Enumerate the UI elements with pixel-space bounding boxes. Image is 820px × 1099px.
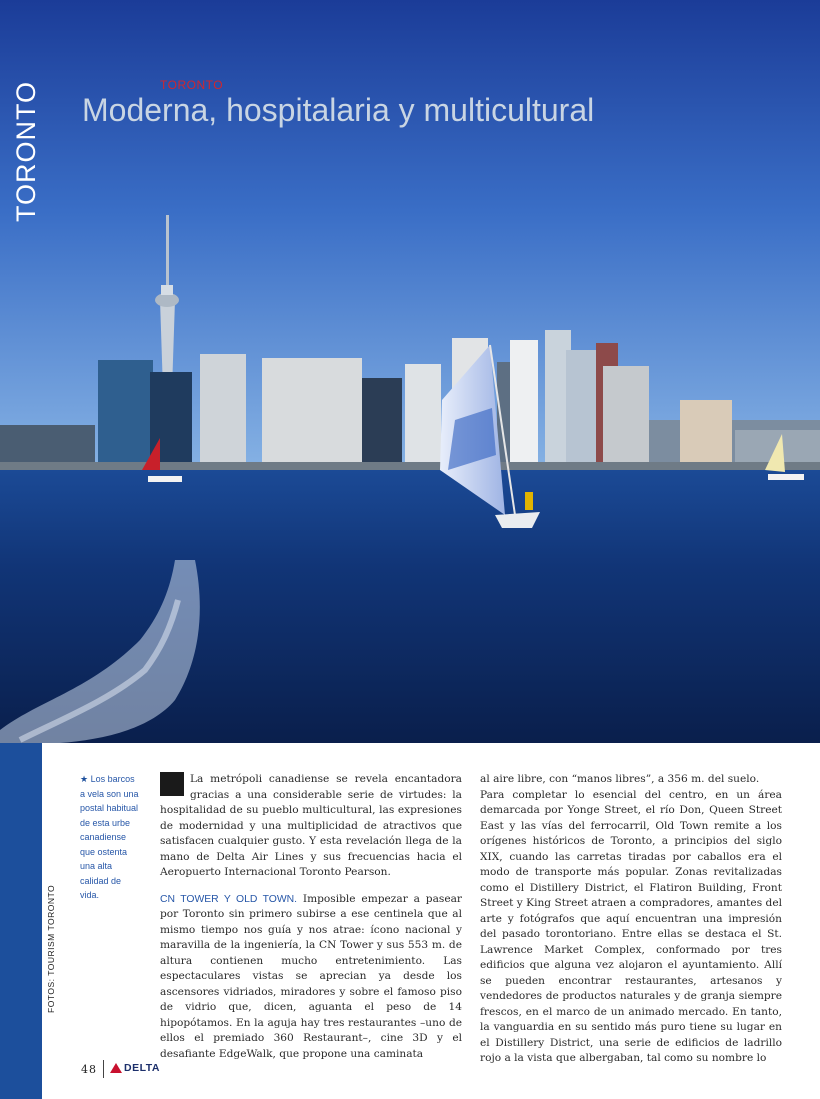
article-column-2 [480,772,782,1067]
subhead: CN TOWER Y OLD TOWN. [160,893,298,905]
paragraph-text: Imposible empezar a pasear por Toronto sin primero subirse a ese centinela que al mismo tiempo nos guía y nos atrae: ícono nacional y maravilla de la ingeniería, la CN Tower y sus 553 m. de altura contienen mucho entretenimiento. Las espectaculares vistas se aprecian ya desde los ascensores vidriados, miradores y sobre el famoso piso de vidrio que, dicen, aguanta el peso de 14 hipopótamos. En la aguja hay tres restaurantes –uno de ellos el premiado 360 Restaurant–, cine 3D y el desafiante EdgeWalk, que propone una caminata [160,892,462,1060]
page-title: Moderna, hospitalaria y multicultural [82,92,595,128]
delta-triangle-icon [110,1063,122,1073]
body-paragraph [160,892,462,1063]
body-paragraph-2: Para completar lo esencial del centro, en un área demarcada por Yonge Street, el río Don, Queen Street East y las vías del ferrocarril, Old Town remite a los orígenes históricos de Toronto, a principios del siglo XIX, cuando las carretas tiradas por caballos era el modo de transporte más popular. Zonas revitalizadas como el Distillery District, el Flatiron Building, Front Street y King Street atraen a compradores, amantes del arte y fotógrafos que aquí encuentran una impresión del pasado torontoriano. Entre ellas se destaca el St. Lawrence Market Complex, conformado por tres edificios que alguna vez alojaron el ayuntamiento. Allí se pueden encontrar restaurantes, artesanos y vendedores de productos naturales y de granja siempre frescos, en el marco de un animado mercado. En tanto, la vanguardia en su sentido más puro tiene su lugar en el Distillery District, una serie de edificios de ladrillo rojo a la vista que albergaban, tal como su nombre lo [480,788,782,1064]
intro-text: La metrópoli canadiense se revela encantadora gracias a una considerable serie de virtudes: la hospitalidad de su pueblo multicultural, las expresiones de modernidad y una multiplicidad de atractivos que satisfacen cualquier gusto. Y esta revelación llega de la mano de Delta Air Lines y sus frecuencias hacia el Aeropuerto Internacional Toronto Pearson. [160,773,462,878]
section-title-vertical: TORONTO [11,80,41,222]
kicker: TORONTO [160,78,224,92]
footer-divider [103,1060,104,1078]
caption-text: Los barcos a vela son una postal habitual de esta urbe canadiense que ostenta una alta calidad de vida. [80,774,139,900]
left-color-band [0,743,42,1099]
delta-logo [110,1062,160,1074]
drop-square-icon [160,772,184,796]
page-number: 48 [81,1063,97,1076]
brand-name: DELTA [124,1062,160,1074]
intro-paragraph [160,772,462,881]
photo-credit: FOTOS: TOURISM TORONTO [46,884,56,1013]
photo-caption [80,772,142,903]
continued-paragraph: al aire libre, con “manos libres”, a 356 m. del suelo. [480,773,760,785]
article-column-1 [160,772,462,1062]
star-icon: ★ [80,774,89,784]
